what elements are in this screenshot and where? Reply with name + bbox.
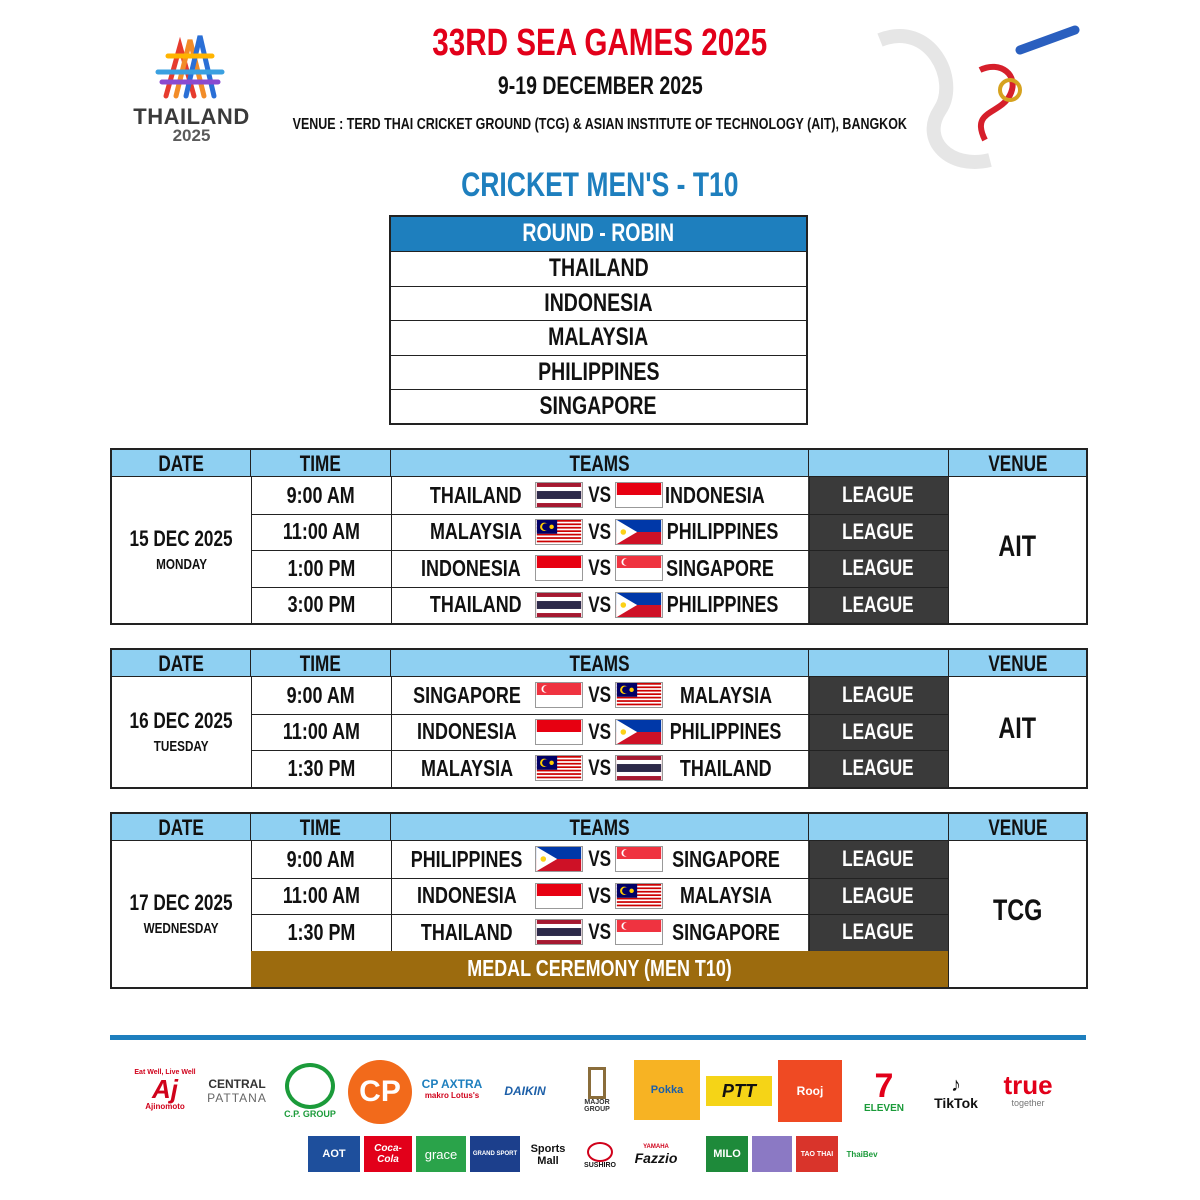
stage-badge: LEAGUE (808, 878, 948, 915)
team-home: THAILAND (430, 591, 523, 618)
match-date: 16 DEC 2025 (129, 707, 234, 733)
versus-label: VS (588, 682, 612, 708)
match-row (251, 841, 948, 878)
sponsor-fazzio: YAMAHA Fazzio (634, 1144, 678, 1166)
indonesia-flag-icon (535, 719, 583, 745)
row-divider (251, 714, 949, 715)
match-date-cell (112, 526, 251, 573)
match-row (251, 587, 948, 624)
column-divider (391, 677, 392, 787)
stage-badge: LEAGUE (808, 587, 948, 624)
date-column-header: DATE (112, 814, 251, 841)
sponsor-thaibev: ThaiBev (846, 1149, 878, 1159)
versus-label: VS (588, 846, 612, 872)
stage-badge: LEAGUE (808, 514, 948, 551)
match-row (251, 750, 948, 787)
versus-label: VS (588, 555, 612, 581)
team-away: PHILIPPINES (666, 591, 779, 618)
malaysia-flag-icon (535, 755, 583, 781)
time-column-header: TIME (251, 650, 391, 677)
team-home: SINGAPORE (413, 681, 521, 708)
round-robin-team: MALAYSIA (391, 320, 806, 354)
round-robin-heading: ROUND - ROBIN (391, 217, 806, 251)
versus-label: VS (588, 882, 612, 908)
versus-label: VS (588, 482, 612, 508)
column-divider (948, 677, 949, 787)
match-weekday: MONDAY (156, 556, 207, 573)
schedule-table-day-3 (110, 812, 1088, 989)
sponsor-central-pattana: CENTRAL PATTANA (207, 1077, 267, 1105)
time-column-header: TIME (251, 814, 391, 841)
match-venue-cell (949, 712, 1086, 746)
event-dates: 9-19 DECEMBER 2025 (497, 72, 703, 100)
match-row (251, 514, 948, 551)
round-robin-team: SINGAPORE (391, 389, 806, 423)
column-divider (391, 477, 392, 623)
round-robin-table (389, 215, 808, 425)
stage-badge: LEAGUE (808, 477, 948, 514)
stage-column-header (809, 814, 949, 841)
team-away: THAILAND (680, 754, 772, 781)
match-venue: AIT (998, 711, 1037, 745)
team-away: SINGAPORE (666, 554, 774, 581)
schedule-header-row (112, 814, 1086, 841)
stage-column-header (809, 450, 949, 477)
footer-divider (110, 1035, 1086, 1040)
match-venue-cell (949, 530, 1086, 564)
column-divider (809, 841, 810, 951)
row-divider (251, 587, 949, 588)
stage-badge: LEAGUE (808, 677, 948, 714)
row-divider (251, 878, 949, 879)
sponsor-ajinomoto: Eat Well, Live Well Aj Ajinomoto (134, 1069, 196, 1111)
sponsor-daikin: DAIKIN (504, 1084, 546, 1098)
team-away: INDONESIA (665, 481, 765, 508)
team-away: PHILIPPINES (666, 518, 779, 545)
match-date: 17 DEC 2025 (129, 890, 234, 915)
team-home: THAILAND (421, 918, 513, 945)
sponsor-aot: AOT (308, 1136, 360, 1172)
versus-label: VS (588, 919, 612, 945)
malaysia-flag-icon (535, 519, 583, 545)
date-column-header: DATE (112, 650, 251, 677)
singapore-flag-icon (535, 682, 583, 708)
column-divider (391, 841, 392, 951)
sponsor-major-group: MAJOR GROUP (574, 1062, 620, 1118)
team-home: INDONESIA (417, 882, 517, 909)
stage-badge: LEAGUE (808, 550, 948, 587)
team-home: PHILIPPINES (411, 845, 523, 872)
match-time: 9:00 AM (286, 481, 356, 508)
teams-column-header: TEAMS (391, 450, 809, 477)
match-row (251, 550, 948, 587)
thailand-flag-icon (535, 482, 583, 508)
column-divider (809, 477, 810, 623)
match-time: 1:30 PM (287, 918, 355, 945)
match-row (251, 878, 948, 915)
round-robin-team: THAILAND (391, 251, 806, 285)
sponsor-7-eleven: 7 ELEVEN (863, 1066, 904, 1114)
venue-column-header: VENUE (987, 815, 1048, 840)
indonesia-flag-icon (535, 883, 583, 909)
match-weekday: TUESDAY (154, 737, 209, 755)
match-time: 3:00 PM (287, 591, 355, 618)
team-away: SINGAPORE (672, 845, 780, 872)
match-date: 15 DEC 2025 (129, 526, 234, 551)
versus-label: VS (588, 591, 612, 617)
match-time: 9:00 AM (286, 681, 356, 708)
medal-ceremony-banner: MEDAL CEREMONY (MEN T10) (251, 951, 948, 987)
team-away: MALAYSIA (679, 882, 773, 909)
team-home: MALAYSIA (420, 754, 514, 781)
team-away: PHILIPPINES (670, 718, 782, 745)
sponsor-grand-sport: GRAND SPORT (470, 1136, 520, 1172)
match-time: 9:00 AM (286, 845, 356, 872)
match-date-cell (112, 890, 251, 937)
venue-line: VENUE : TERD THAI CRICKET GROUND (TCG) & ASIAN INSTITUTE OF TECHNOLOGY (AIT), BANGKOK (292, 116, 908, 133)
column-divider (809, 677, 810, 787)
match-time: 11:00 AM (282, 718, 360, 745)
event-title: CRICKET MEN'S - T10 (461, 166, 739, 204)
sponsor-pokka: Pokka (634, 1060, 700, 1120)
row-divider (251, 514, 949, 515)
team-home: INDONESIA (417, 718, 517, 745)
sponsor-ptt: PTT (706, 1076, 772, 1106)
schedule-table-day-1 (110, 448, 1088, 625)
stage-badge: LEAGUE (808, 714, 948, 751)
schedule-header-row (112, 450, 1086, 477)
team-away: SINGAPORE (672, 918, 780, 945)
match-row (251, 714, 948, 751)
match-row (251, 914, 948, 951)
match-time: 11:00 AM (282, 518, 360, 545)
stage-column-header (809, 650, 949, 677)
venue-column-header: VENUE (987, 451, 1048, 476)
indonesia-flag-icon (535, 555, 583, 581)
match-venue: AIT (998, 530, 1037, 563)
sponsor-true: true together (1003, 1070, 1053, 1108)
sponsor-coca-cola: Coca-Cola (364, 1136, 412, 1172)
thailand-flag-icon (535, 592, 583, 618)
teams-column-header: TEAMS (391, 814, 809, 841)
versus-label: VS (588, 718, 612, 744)
venue-column-header: VENUE (987, 651, 1048, 676)
sponsor-cp-axtra: CP AXTRA makro Lotus's (421, 1076, 483, 1100)
team-home: INDONESIA (421, 554, 521, 581)
philippines-flag-icon (535, 846, 583, 872)
team-home: THAILAND (430, 481, 523, 508)
logo-brand-text: THAILAND (133, 104, 250, 129)
row-divider (251, 914, 949, 915)
team-home: MALAYSIA (429, 518, 523, 545)
sponsor-sushiro: SUSHIRO (578, 1134, 622, 1176)
schedule-header-row (112, 650, 1086, 677)
versus-label: VS (588, 755, 612, 781)
date-column-header: DATE (112, 450, 251, 477)
match-time: 11:00 AM (282, 882, 360, 909)
row-divider (251, 750, 949, 751)
versus-label: VS (588, 518, 612, 544)
sponsor-purple-brand (752, 1136, 792, 1172)
sponsor-sports-mall: Sports Mall (530, 1143, 566, 1167)
thailand-flag-icon (535, 919, 583, 945)
match-weekday: WEDNESDAY (143, 920, 219, 937)
stage-badge: LEAGUE (808, 914, 948, 951)
match-row (251, 477, 948, 514)
sponsor-cp-group: C.P. GROUP (280, 1060, 340, 1122)
teams-column-header: TEAMS (391, 650, 809, 677)
schedule-table-day-2 (110, 648, 1088, 789)
team-away: MALAYSIA (679, 681, 773, 708)
sponsor-grace: grace (416, 1136, 466, 1172)
match-time: 1:30 PM (287, 754, 355, 781)
match-venue-cell (949, 894, 1086, 928)
sponsor-rooj: Rooj (778, 1060, 842, 1122)
match-venue: TCG (992, 894, 1043, 927)
sponsor-tao-thai: TAO THAI (796, 1136, 838, 1172)
stage-badge: LEAGUE (808, 750, 948, 787)
round-robin-team: PHILIPPINES (391, 355, 806, 389)
sponsor-milo: MILO (706, 1136, 748, 1172)
match-date-cell (112, 708, 251, 755)
row-divider (251, 550, 949, 551)
sponsor-tiktok: ♪ TikTok (934, 1074, 978, 1111)
match-time: 1:00 PM (287, 554, 355, 581)
match-row (251, 677, 948, 714)
logo-year-text: 2025 (172, 126, 211, 145)
page-title: 33RD SEA GAMES 2025 (432, 22, 768, 64)
stage-badge: LEAGUE (808, 841, 948, 878)
sponsor-cp: CP (348, 1060, 412, 1124)
time-column-header: TIME (251, 450, 391, 477)
round-robin-team: INDONESIA (391, 286, 806, 320)
